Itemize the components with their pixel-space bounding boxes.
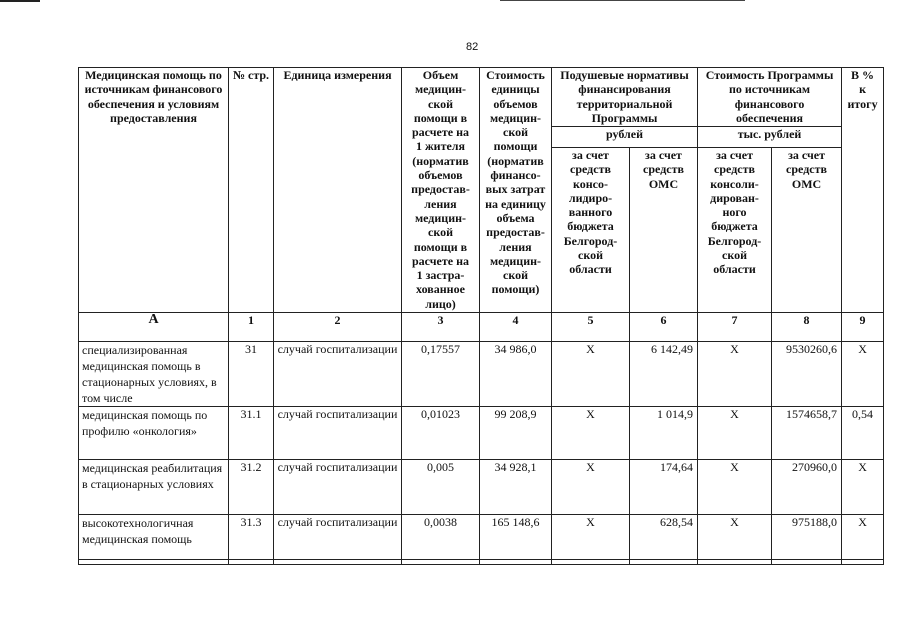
header-units-rub: рублей xyxy=(552,127,698,148)
table-row xyxy=(79,342,884,407)
row-pr-oms: 975188,0 xyxy=(772,515,842,560)
column-index: 1 xyxy=(229,313,274,342)
empty-cell xyxy=(630,560,698,565)
column-index: 3 xyxy=(402,313,480,342)
row-pr-oms: 9530260,6 xyxy=(772,342,842,407)
header-pc-oms: за счет средств ОМС xyxy=(630,148,698,313)
row-unit-cost: 34 986,0 xyxy=(480,342,552,407)
row-pc-budget: Х xyxy=(552,460,630,515)
table-row xyxy=(79,460,884,515)
column-index: 5 xyxy=(552,313,630,342)
table-row xyxy=(79,515,884,560)
column-index: 6 xyxy=(630,313,698,342)
column-index: 4 xyxy=(480,313,552,342)
row-volume: 0,17557 xyxy=(402,342,480,407)
row-line-number: 31.1 xyxy=(229,407,274,460)
row-care-type: медицинская помощь по профилю «онкология» xyxy=(79,407,229,460)
column-index-row xyxy=(79,313,884,342)
header-per-capita-group: Подушевые нормативы финансирования территориальной Программы xyxy=(552,68,698,127)
header-volume: Объем медицин- ской помощи в расчете на 1 жителя (норматив объемов предостав- ления медицин- ской помощи в расчете на 1 застра- хованное лицо) xyxy=(402,68,480,313)
empty-cell xyxy=(79,560,229,565)
header-unit: Единица измерения xyxy=(274,68,402,313)
header-percent: В % к итогу xyxy=(842,68,884,313)
empty-cell xyxy=(552,560,630,565)
row-unit-cost: 34 928,1 xyxy=(480,460,552,515)
top-left-rule xyxy=(0,0,40,2)
row-unit: случай госпитализации xyxy=(274,515,402,560)
header-pr-oms: за счет средств ОМС xyxy=(772,148,842,313)
row-volume: 0,01023 xyxy=(402,407,480,460)
table-row xyxy=(79,407,884,460)
row-unit: случай госпитализации xyxy=(274,407,402,460)
column-index: 9 xyxy=(842,313,884,342)
row-line-number: 31 xyxy=(229,342,274,407)
row-percent: Х xyxy=(842,342,884,407)
header-care-type: Медицинская помощь по источникам финансового обеспечения и условиям предоставления xyxy=(79,68,229,313)
row-line-number: 31.2 xyxy=(229,460,274,515)
row-percent: Х xyxy=(842,515,884,560)
row-care-type: специализированная медицинская помощь в стационарных условиях, в том числе xyxy=(79,342,229,407)
row-care-type: медицинская реабилитация в стационарных условиях xyxy=(79,460,229,515)
row-pr-budget: Х xyxy=(698,460,772,515)
financing-table xyxy=(78,67,884,565)
column-index: 8 xyxy=(772,313,842,342)
column-index: 2 xyxy=(274,313,402,342)
header-program-cost-group: Стоимость Программы по источникам финансового обеспечения xyxy=(698,68,842,127)
row-volume: 0,0038 xyxy=(402,515,480,560)
header-units-thousand-rub: тыс. рублей xyxy=(698,127,842,148)
empty-cell xyxy=(402,560,480,565)
header-unit-cost: Стоимость единицы объемов медицин- ской помощи (норматив финансо- вых затрат на единицу объема предостав- ления медицин- ской помощи) xyxy=(480,68,552,313)
row-pc-oms: 1 014,9 xyxy=(630,407,698,460)
column-index: А xyxy=(79,313,229,342)
row-pr-budget: Х xyxy=(698,515,772,560)
row-pr-oms: 1574658,7 xyxy=(772,407,842,460)
row-percent: 0,54 xyxy=(842,407,884,460)
header-row xyxy=(79,68,884,127)
row-percent: Х xyxy=(842,460,884,515)
row-pc-budget: Х xyxy=(552,407,630,460)
header-line-number: № стр. xyxy=(229,68,274,313)
top-right-rule xyxy=(500,0,745,1)
row-pr-budget: Х xyxy=(698,407,772,460)
row-pc-budget: Х xyxy=(552,342,630,407)
empty-cell xyxy=(274,560,402,565)
row-unit-cost: 99 208,9 xyxy=(480,407,552,460)
column-index: 7 xyxy=(698,313,772,342)
row-unit: случай госпитализации xyxy=(274,342,402,407)
table-bottom-row xyxy=(79,560,884,565)
empty-cell xyxy=(772,560,842,565)
empty-cell xyxy=(698,560,772,565)
row-pc-oms: 6 142,49 xyxy=(630,342,698,407)
row-pr-budget: Х xyxy=(698,342,772,407)
row-line-number: 31.3 xyxy=(229,515,274,560)
empty-cell xyxy=(229,560,274,565)
page-number: 82 xyxy=(466,41,479,53)
row-care-type: высокотехнологичная медицинская помощь xyxy=(79,515,229,560)
row-unit: случай госпитализации xyxy=(274,460,402,515)
empty-cell xyxy=(842,560,884,565)
header-pr-budget: за счет средств консоли- дирован- ного бюджета Белгород- ской области xyxy=(698,148,772,313)
header-pc-budget: за счет средств консо- лидиро- ванного бюджета Белгород- ской области xyxy=(552,148,630,313)
empty-cell xyxy=(480,560,552,565)
row-pc-oms: 628,54 xyxy=(630,515,698,560)
row-pc-oms: 174,64 xyxy=(630,460,698,515)
row-unit-cost: 165 148,6 xyxy=(480,515,552,560)
row-volume: 0,005 xyxy=(402,460,480,515)
row-pc-budget: Х xyxy=(552,515,630,560)
row-pr-oms: 270960,0 xyxy=(772,460,842,515)
